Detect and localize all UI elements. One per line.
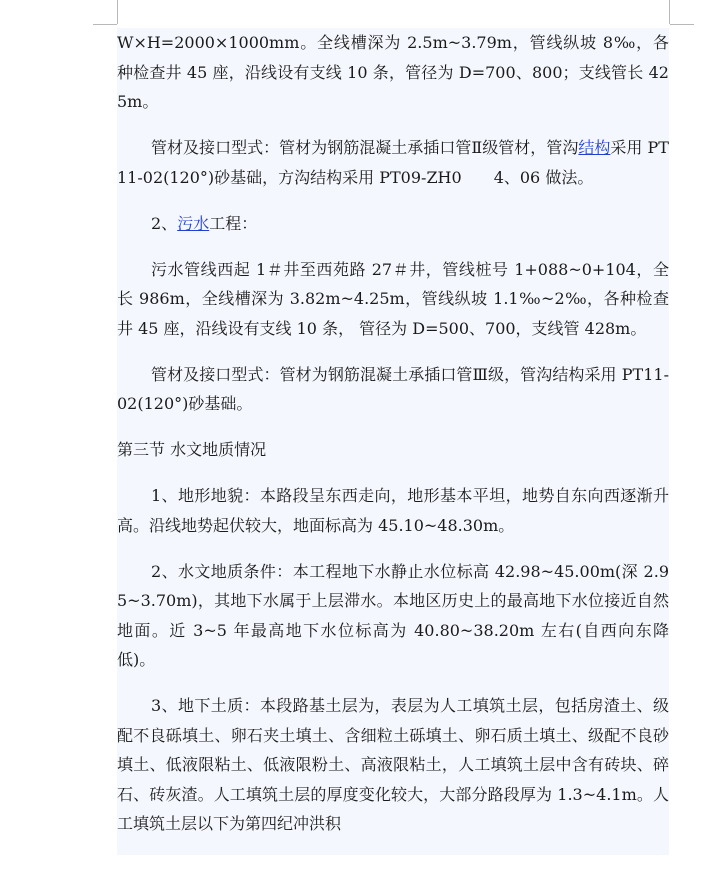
document-body[interactable]	[117, 28, 669, 855]
crop-mark-top-left-vertical	[117, 0, 118, 24]
paragraph	[117, 209, 669, 239]
paragraph	[117, 360, 669, 419]
hyperlink[interactable]: 结构	[578, 138, 611, 157]
paragraph	[117, 481, 669, 540]
text-run: 采用 PT11-02(120°)砂基础，方沟结构采用 PT09-ZH0 4、06 做法。	[117, 138, 669, 187]
crop-mark-top-left-horizontal	[93, 24, 117, 25]
text-run: W×H=2000×1000mm。全线槽深为 2.5m~3.79m，管线纵坡 8‰，各种检查井 45 座，沿线设有支线 10 条，管径为 D=700、800；支线管长 425m。	[117, 33, 669, 111]
hyperlink[interactable]: 污水	[177, 213, 210, 233]
text-run: 管材及接口型式：管材为钢筋混凝土承插口管Ⅱ级管材，管沟	[151, 138, 579, 157]
text-run: 第三节 水文地质情况	[117, 440, 267, 459]
text-run: 工程：	[209, 213, 258, 233]
paragraph	[117, 133, 669, 192]
text-run: 污水管线西起 1＃井至西苑路 27＃井，管线桩号 1+088~0+104，全长 986m，全线槽深为 3.82m~4.25m，管线纵坡 1.1‰~2‰，各种检查井 45 座，沿线设有支线 10 条， 管径为 D=500、700，支线管 428m。	[117, 259, 669, 338]
crop-mark-top-right-horizontal	[670, 24, 694, 25]
text-run: 3、地下土质：本段路基土层为，表层为人工填筑土层，包括房渣土、级配不良砾填土、卵石夹土填土、含细粒土砾填土、卵石质土填土、级配不良砂填土、低液限粘土、低液限粉土、高液限粘土，人工填筑土层中含有砖块、碎石、砖灰渣。人工填筑土层的厚度变化较大，大部分路段厚为 1.3~4.1m。人工填筑土层以下为第四纪冲洪积	[117, 696, 669, 833]
paragraph	[117, 28, 669, 117]
paragraph	[117, 691, 669, 839]
section-heading	[117, 435, 669, 465]
text-run: 管材及接口型式：管材为钢筋混凝土承插口管Ⅲ级，管沟结构采用 PT11-02(120°)砂基础。	[117, 364, 669, 413]
text-run: 2、	[151, 213, 178, 233]
crop-mark-top-right-vertical	[669, 0, 670, 24]
text-run: 2、水文地质条件：本工程地下水静止水位标高 42.98~45.00m(深 2.95~3.70m)，其地下水属于上层滞水。本地区历史上的最高地下水位接近自然地面。近 3~5 年最高地下水位标高为 40.80~38.20m 左右(自西向东降低)。	[117, 561, 669, 669]
paragraph	[117, 557, 669, 675]
text-run: 1、地形地貌：本路段呈东西走向，地形基本平坦，地势自东向西逐渐升高。沿线地势起伏较大，地面标高为 45.10~48.30m。	[117, 486, 669, 535]
paragraph	[117, 255, 669, 344]
